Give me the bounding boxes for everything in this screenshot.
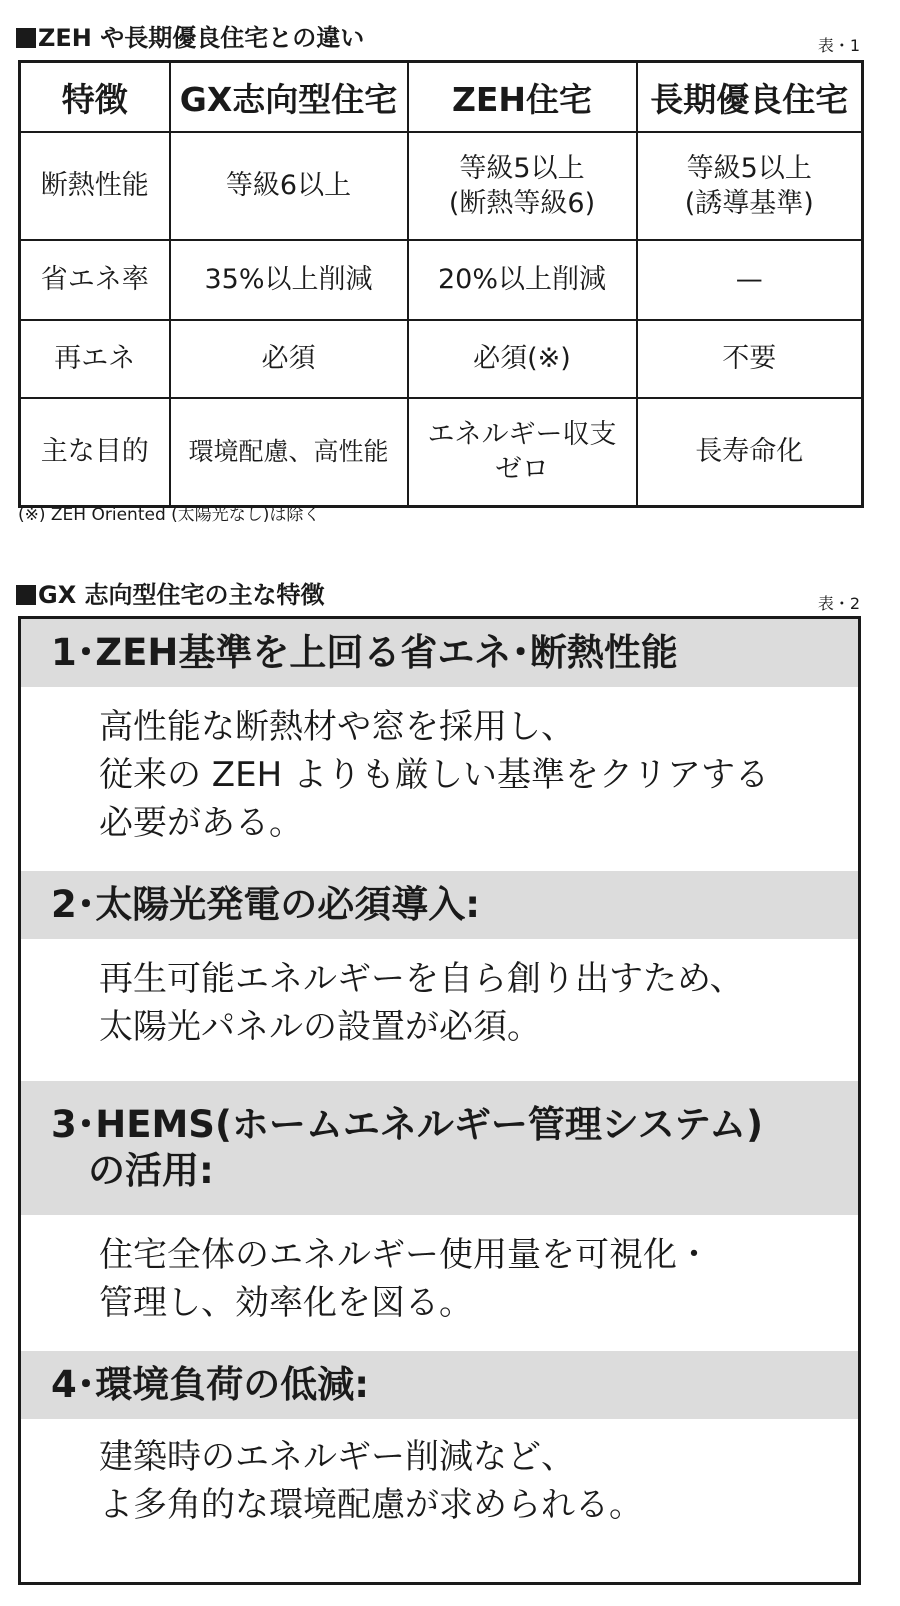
table2-title-text: GX 志向型住宅の主な特徴 [38, 581, 325, 609]
cell-gx-renewable: 必須 [170, 320, 408, 398]
cell-long-term-insulation: 等級5以上 (誘導基準) [637, 132, 863, 240]
feature-body-2: 再生可能エネルギーを自ら創り出すため、 太陽光パネルの設置が必須。 [99, 959, 744, 1047]
feature-heading-4 [21, 1351, 858, 1419]
row-head-renewable: 再エネ [20, 320, 170, 398]
feature-heading-text: 2･太陽光発電の必須導入: [51, 882, 481, 926]
feature-heading-2 [21, 871, 858, 939]
comparison-table [18, 60, 864, 508]
table-header-row [20, 62, 863, 133]
cell-gx-insulation: 等級6以上 [170, 132, 408, 240]
feature-heading-text: 3･HEMS(ホームエネルギー管理システム) の活用: [51, 1102, 764, 1192]
features-box [18, 616, 861, 1585]
feature-heading-text: 1･ZEH基準を上回る省エネ･断熱性能 [51, 630, 678, 674]
table2-label: 表・2 [817, 594, 860, 613]
row-head-energy-saving: 省エネ率 [20, 240, 170, 320]
table2-title [16, 583, 325, 607]
cell-long-term-energy-saving: — [637, 240, 863, 320]
feature-body-3: 住宅全体のエネルギー使用量を可視化・ 管理し、効率化を図る。 [99, 1235, 711, 1323]
table1-title-text: ZEH や長期優良住宅との違い [38, 24, 365, 52]
header-zeh-house: ZEH住宅 [408, 62, 637, 133]
header-long-term-house: 長期優良住宅 [637, 62, 863, 133]
cell-gx-energy-saving: 35%以上削減 [170, 240, 408, 320]
header-gx-house: GX志向型住宅 [170, 62, 408, 133]
feature-heading-3 [21, 1081, 858, 1215]
feature-heading-text: 4･環境負荷の低減: [51, 1362, 370, 1406]
cell-zeh-renewable: 必須(※) [408, 320, 637, 398]
cell-zeh-purpose: エネルギー収支 ゼロ [408, 398, 637, 506]
header-feature: 特徴 [20, 62, 170, 133]
cell-gx-purpose: 環境配慮、高性能 [170, 398, 408, 506]
square-bullet-icon [16, 28, 36, 48]
feature-body-4: 建築時のエネルギー削減など、 よ多角的な環境配慮が求められる。 [99, 1437, 643, 1525]
cell-long-term-purpose: 長寿命化 [637, 398, 863, 506]
feature-heading-1 [21, 619, 858, 687]
table1-label: 表・1 [817, 36, 860, 55]
table-row [20, 240, 863, 320]
cell-zeh-energy-saving: 20%以上削減 [408, 240, 637, 320]
table-row [20, 320, 863, 398]
feature-body-1: 高性能な断熱材や窓を採用し、 従来の ZEH よりも厳しい基準をクリアする 必要がある。 [99, 707, 769, 843]
cell-zeh-insulation: 等級5以上 (断熱等級6) [408, 132, 637, 240]
table-row [20, 398, 863, 506]
table1-title [16, 26, 364, 50]
table-row [20, 132, 863, 240]
row-head-insulation: 断熱性能 [20, 132, 170, 240]
table1-footnote: (※) ZEH Oriented (太陽光なし)は除く [18, 505, 321, 525]
cell-long-term-renewable: 不要 [637, 320, 863, 398]
square-bullet-icon [16, 585, 36, 605]
row-head-purpose: 主な目的 [20, 398, 170, 506]
